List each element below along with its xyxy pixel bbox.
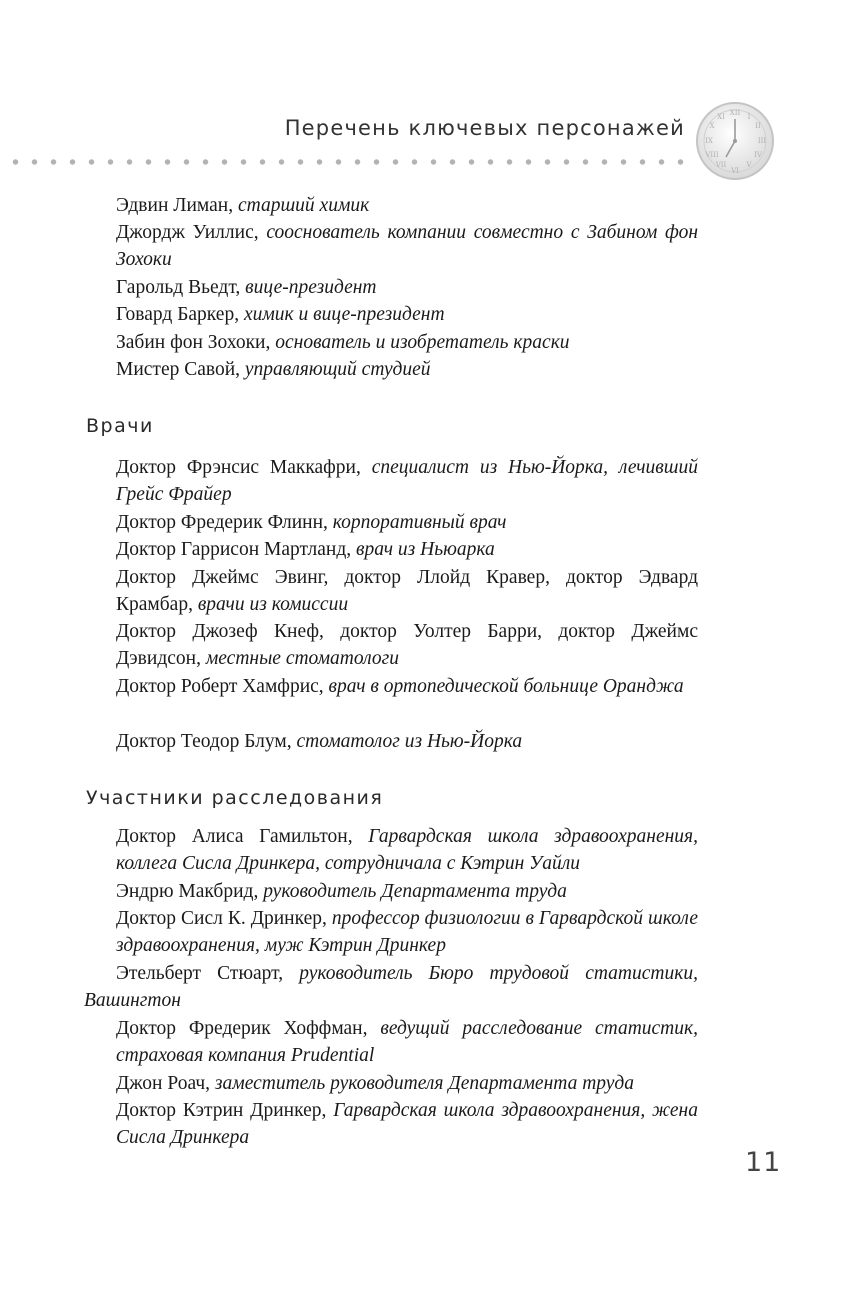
svg-text:II: II <box>755 122 761 130</box>
svg-text:XI: XI <box>717 113 725 121</box>
list-item: Доктор Теодор Блум, стоматолог из Нью-Йорка <box>116 731 523 752</box>
section-title-doctors: Врачи <box>86 415 154 437</box>
list-item: Доктор Кэтрин Дринкер, Гарвардская школа здравоохранения, жена Сисла Дринкера <box>116 1100 698 1149</box>
list-item: Доктор Фредерик Хоффман, ведущий расследование статистик, страховая компания Prudential <box>116 1018 699 1067</box>
list-item: Доктор Гаррисон Мартланд, врач из Ньюарка <box>116 539 495 560</box>
svg-text:I: I <box>747 113 751 121</box>
svg-text:IV: IV <box>754 151 762 159</box>
list-item: Эдвин Лиман, старший химик <box>116 195 370 216</box>
list-item: Джордж Уиллис, сооснователь компании совместно с Забином фон Зохоки <box>116 222 699 271</box>
list-item: Джон Роач, заместитель руководителя Департамента труда <box>116 1073 634 1094</box>
list-item: Доктор Фредерик Флинн, корпоративный врач <box>116 512 507 533</box>
svg-text:VIII: VIII <box>705 151 719 159</box>
list-item: Эндрю Макбрид, руководитель Департамента труда <box>116 881 567 902</box>
list-item: Говард Баркер, химик и вице-президент <box>116 304 445 325</box>
list-item: Доктор Джеймс Эвинг, доктор Ллойд Кравер, доктор Эдвард Крамбар, врачи из комиссии <box>116 567 698 616</box>
section-title-investigators: Участники расследования <box>86 787 384 809</box>
svg-text:XII: XII <box>729 109 741 117</box>
svg-text:III: III <box>757 137 767 145</box>
list-item: Доктор Джозеф Кнеф, доктор Уолтер Барри, доктор Джеймс Дэвидсон, местные стоматологи <box>116 621 698 670</box>
dotted-rule <box>0 157 690 167</box>
list-item: Доктор Роберт Хамфрис, врач в ортопедической больнице Оранджа <box>116 676 684 697</box>
list-item: Забин фон Зохоки, основатель и изобретатель краски <box>116 332 570 353</box>
svg-text:V: V <box>746 161 752 169</box>
list-item: Доктор Сисл К. Дринкер, профессор физиологии в Гарвардской школе здравоохранения, муж Кэтрин Дринкер <box>116 908 698 957</box>
list-item: Этельберт Стюарт, руководитель Бюро трудовой статистики, Вашингтон <box>84 963 699 1012</box>
list-item: Мистер Савой, управляющий студией <box>116 359 431 380</box>
svg-text:X: X <box>709 122 715 130</box>
clock-icon <box>695 101 775 181</box>
list-item: Доктор Алиса Гамильтон, Гарвардская школа здравоохранения, коллега Сисла Дринкера, сотрудничала с Кэтрин Уайли <box>116 826 698 875</box>
svg-text:VII: VII <box>715 161 727 169</box>
running-head: Перечень ключевых персонажей <box>284 116 685 140</box>
svg-text:VI: VI <box>731 167 739 175</box>
list-item: Гарольд Вьедт, вице-президент <box>116 277 377 298</box>
svg-text:IX: IX <box>705 137 713 145</box>
list-item: Доктор Фрэнсис Маккафри, специалист из Нью-Йорка, лечивший Грейс Фрайер <box>116 457 698 506</box>
page-number: 11 <box>745 1147 782 1178</box>
